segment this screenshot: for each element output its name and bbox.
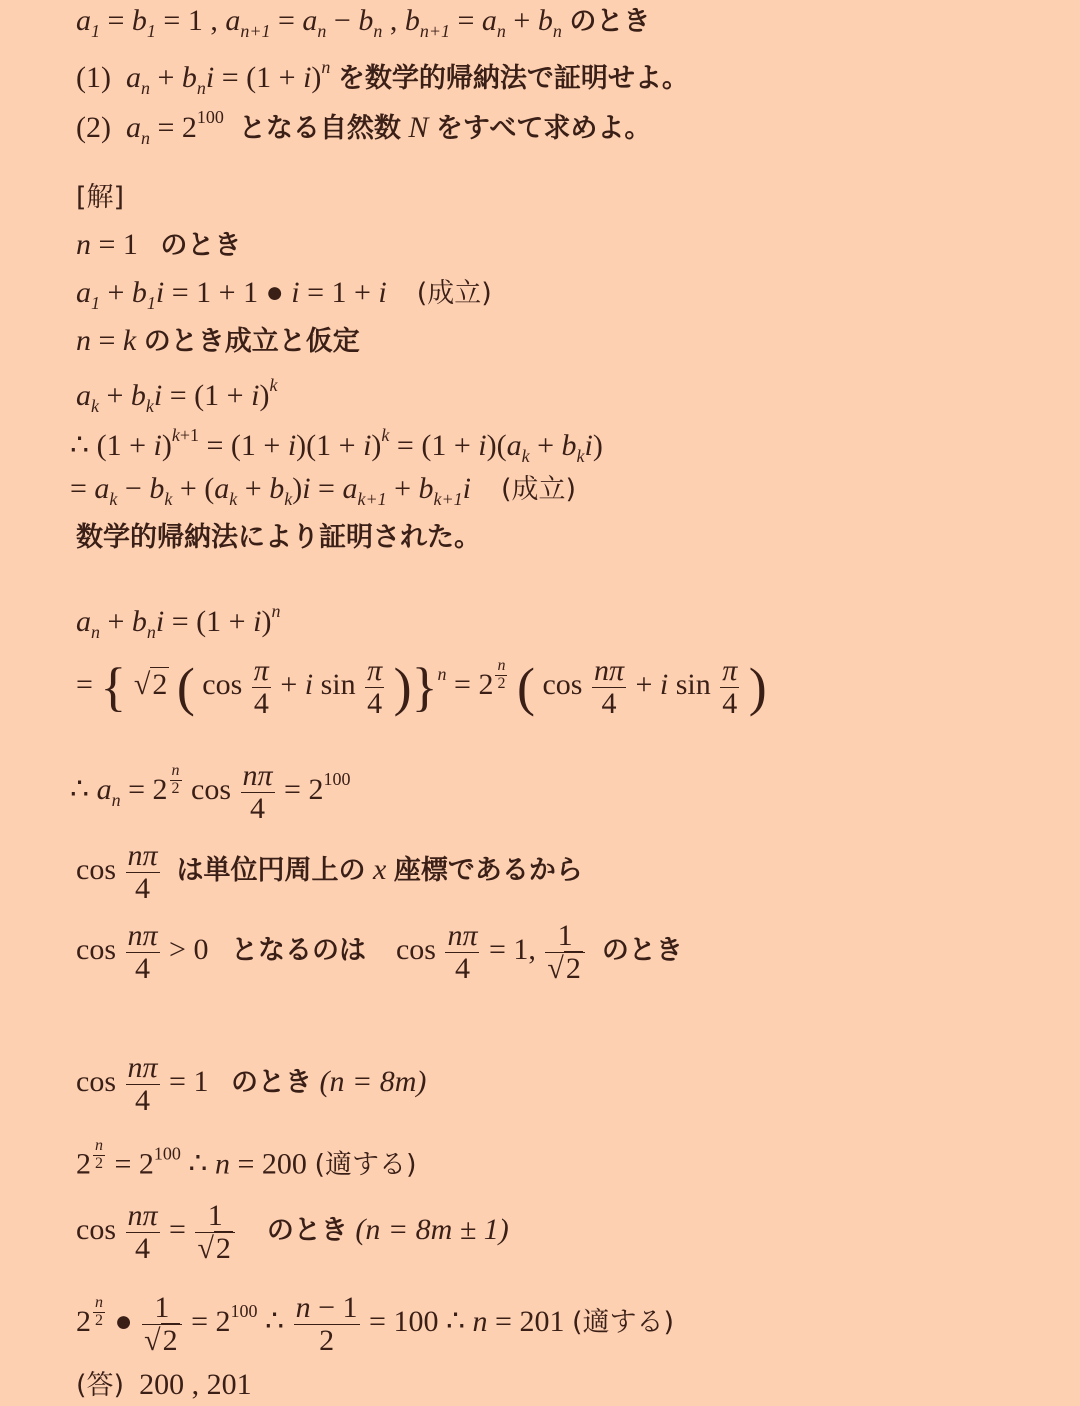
positive-cases-end: のとき <box>601 934 683 966</box>
real-part-equation: ∴ $a_n = 2$ $^{\frac{n}{2}}$ cos $\frac{n\pi}{4}$ = $2^{100}$ <box>70 759 351 825</box>
question-2-text-b: をすべて求めよ。 <box>435 113 652 144</box>
answer-label: (答) <box>76 1370 125 1401</box>
case-1-condition: (n = 8m) <box>319 1064 427 1098</box>
base-case-result: (成立) <box>416 278 492 309</box>
question-1: (1) $a_n + b_ni = (1 + i)^n$ を数学的帰納法で証明せよ。 <box>76 57 689 98</box>
case-2-solution: 2 $^{\frac{n}{2}}$ ● $\frac{1}{√2}$ = $2^{100}$ ∴ $\frac{n - 1}{2}$ = 100 ∴ n = 201 (適する) <box>76 1291 675 1357</box>
answer-value: 200 , 201 <box>139 1368 252 1401</box>
unit-circle-variable: x <box>373 852 387 886</box>
assumption-line: n = k のとき成立と仮定 <box>76 324 360 357</box>
case-1: cos $\frac{n\pi}{4}$ = 1 のとき (n = 8m) <box>76 1051 427 1117</box>
final-answer <box>76 1370 252 1400</box>
case-2-result: (適する) <box>571 1306 675 1338</box>
induction-step-1: ∴ $(1 + i)^{k+1} = (1 + i)(1 + i)^k = (1 + i)(a_k + b_ki)$ <box>70 425 603 466</box>
case-1-text: のとき <box>230 1066 312 1098</box>
unit-circle-note: cos $\frac{n\pi}{4}$ は単位円周上の x 座標であるから <box>76 839 583 905</box>
proof-conclusion: 数学的帰納法により証明された。 <box>76 522 481 553</box>
unit-circle-text-a: は単位円周上の <box>176 854 366 886</box>
positive-cases-text: となるのは <box>230 934 366 966</box>
question-1-text: を数学的帰納法で証明せよ。 <box>337 63 689 94</box>
case-1-result: (適する) <box>314 1149 417 1181</box>
question-1-label: (1) <box>76 61 111 94</box>
case-2-condition: (n = 8m ± 1) <box>355 1212 509 1246</box>
base-case-check: $a_1 + b_1i = 1 + 1$ ● i = 1 + i (成立) <box>76 276 492 313</box>
induction-result: (成立) <box>501 474 577 505</box>
problem-condition-text: のとき <box>569 6 651 37</box>
positive-cases: cos $\frac{n\pi}{4}$ > 0 となるのは cos $\frac{n\pi}{4}$ = 1, $\frac{1}{√2}$ のとき <box>76 919 683 985</box>
base-case-text: のとき <box>160 230 242 261</box>
question-2-variable: N <box>408 111 429 144</box>
case-2: cos $\frac{n\pi}{4}$ = $\frac{1}{√2}$ のとき (n = 8m ± 1) <box>76 1199 509 1265</box>
question-2-label: (2) <box>76 111 111 144</box>
case-1-solution: 2 $^{\frac{n}{2}}$ = $2^{100}$ ∴ n = 200 (適する) <box>76 1137 417 1181</box>
assumption-equation: $a_k + b_ki = (1 + i)^k$ <box>76 375 278 416</box>
solution-header: [解] <box>76 182 125 213</box>
unit-circle-text-b: 座標であるから <box>393 854 583 886</box>
question-2: (2) $a_n = 2^{100}$ となる自然数 N をすべて求めよ。 <box>76 107 652 148</box>
assumption-text: のとき成立と仮定 <box>143 326 360 357</box>
base-case-line: n = 1 のとき <box>76 228 242 261</box>
case-2-text: のとき <box>266 1214 348 1246</box>
question-2-text-a: となる自然数 <box>238 113 401 144</box>
induction-step-2: = $a_k - b_k + (a_k + b_k)i = a_{k+1} + b_{k+1}i$ (成立) <box>70 472 577 509</box>
polar-form: = { √2 ( cos $\frac{\pi}{4}$ + i sin $\frac{\pi}{4}$ )}$^n$ = 2 $^{\frac{n}{2}}$ ( cos $\frac{n\pi}{4}$ + i sin $\frac{\pi}{4}$ ) <box>76 654 767 720</box>
polar-start: $a_n + b_ni = (1 + i)^n$ <box>76 601 281 642</box>
problem-line-1: $a_1 = b_1 = 1$ , $a_{n+1} = a_n - b_n$ , $b_{n+1} = a_n + b_n$ のとき <box>76 4 651 41</box>
